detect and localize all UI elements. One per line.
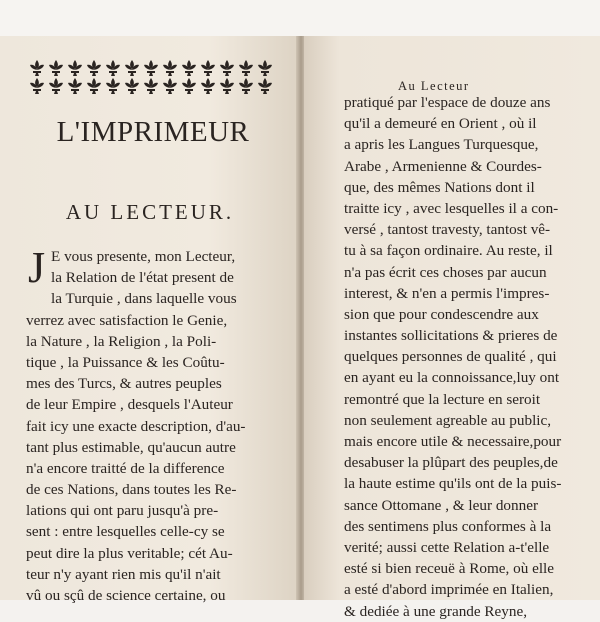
running-head: Au Lecteur: [398, 79, 470, 93]
fleur-de-lis-icon: [201, 78, 215, 94]
fleur-de-lis-icon: [258, 78, 272, 94]
text-line: la haute estime qu'ils ont de la puis-: [344, 475, 562, 493]
text-line: verité; aussi cette Relation a-t'elle: [344, 538, 550, 556]
text-line: Arabe , Armenienne & Courdes-: [344, 157, 542, 175]
text-line: esté si bien receuë à Rome, où elle: [344, 560, 555, 578]
fleur-de-lis-icon: [30, 78, 44, 94]
text-line: sance Ottomane , & leur donner: [344, 496, 538, 514]
fleur-de-lis-icon: [87, 60, 101, 76]
text-line: tant plus estimable, qu'aucun autre: [26, 438, 236, 456]
left-text-block: [26, 243, 278, 606]
text-line: versé , tantost travesty, tantost vê-: [344, 221, 551, 239]
fleur-de-lis-icon: [106, 78, 120, 94]
text-line: lations qui ont paru jusqu'à pre-: [26, 502, 219, 520]
text-line: qu'il a demeuré en Orient , où il: [344, 115, 537, 133]
text-line: vû ou sçû de science certaine, ou: [26, 587, 226, 604]
fleur-de-lis-icon: [144, 78, 158, 94]
page-title: L'IMPRIMEUR: [56, 116, 250, 148]
text-line: a apris les Langues Turquesque,: [344, 136, 539, 154]
background-strip: [0, 0, 600, 36]
text-line: sent : entre lesquelles celle-cy se: [26, 523, 225, 541]
text-line: interest, & n'en a permis l'impres-: [344, 284, 550, 302]
right-text-block: [344, 92, 600, 622]
text-line: instantes sollicitations & prieres de: [344, 327, 558, 345]
fleur-de-lis-icon: [49, 60, 63, 76]
fleur-de-lis-icon: [182, 60, 196, 76]
text-line: teur n'y ayant rien mis qu'il n'ait: [26, 565, 221, 583]
fleur-de-lis-icon: [30, 60, 44, 76]
text-line: sion que pour condescendre aux: [344, 305, 539, 323]
text-line: fait icy une exacte description, d'au-: [26, 417, 246, 435]
text-line: des sentimens plus conformes à la: [344, 517, 552, 535]
fleur-de-lis-icon: [144, 60, 158, 76]
fleur-de-lis-icon: [163, 60, 177, 76]
fleur-de-lis-icon: [201, 60, 215, 76]
text-line: E vous presente, mon Lecteur,: [51, 248, 236, 265]
text-line: non seulement agreable au public,: [344, 411, 552, 429]
text-line: peut dire la plus veritable; cét Au-: [26, 544, 233, 562]
drop-cap: J: [28, 243, 46, 292]
fleur-de-lis-icon: [220, 60, 234, 76]
fleur-de-lis-icon: [258, 60, 272, 76]
text-line: mais encore utile & necessaire,pour: [344, 433, 562, 450]
fleur-de-lis-icon: [125, 78, 139, 94]
text-line: mes des Turcs, & autres peuples: [26, 375, 222, 393]
text-line: pratiqué par l'espace de douze ans: [344, 94, 551, 111]
fleur-de-lis-icon: [182, 78, 196, 94]
text-line: quelques personnes de qualité , qui: [344, 348, 557, 366]
fleur-de-lis-icon: [125, 60, 139, 76]
text-line: tique , la Puissance & les Coûtu-: [26, 353, 225, 371]
fleur-de-lis-icon: [106, 60, 120, 76]
text-line: n'a encore traitté de la difference: [26, 459, 225, 477]
text-line: que, des mêmes Nations dont il: [344, 178, 535, 196]
text-line: verrez avec satisfaction le Genie,: [26, 311, 228, 329]
fleur-de-lis-icon: [163, 78, 177, 94]
fleuron-ornament: [28, 58, 278, 96]
text-line: la Relation de l'état present de: [51, 269, 234, 287]
text-line: la Turquie , dans laquelle vous: [51, 290, 237, 308]
text-line: n'a pas écrit ces choses par aucun: [344, 263, 547, 281]
fleur-de-lis-icon: [220, 78, 234, 94]
text-line: de leur Empire , desquels l'Auteur: [26, 396, 233, 414]
text-line: de ces Nations, dans toutes les Re-: [26, 481, 237, 499]
fleur-de-lis-icon: [239, 60, 253, 76]
fleur-de-lis-icon: [68, 60, 82, 76]
fleur-de-lis-icon: [49, 78, 63, 94]
fleur-de-lis-icon: [68, 78, 82, 94]
text-line: a esté d'abord imprimée en Italien,: [344, 581, 554, 599]
text-line: remontré que la lecture en seroit: [344, 390, 541, 408]
text-line: tu à sa façon ordinaire. Au reste, il: [344, 242, 553, 260]
text-line: & dediée à une grande Reyne,: [344, 602, 528, 620]
text-line: en ayant eu la connoissance,luy ont: [344, 369, 560, 387]
fleur-de-lis-icon: [87, 78, 101, 94]
page-subtitle: AU LECTEUR.: [65, 200, 235, 224]
fleur-de-lis-icon: [239, 78, 253, 94]
text-line: la Nature , la Religion , la Poli-: [26, 332, 217, 350]
text-line: traitte icy , avec lesquelles il a con-: [344, 199, 559, 217]
text-line: desabuser la plûpart des peuples,de: [344, 454, 558, 472]
